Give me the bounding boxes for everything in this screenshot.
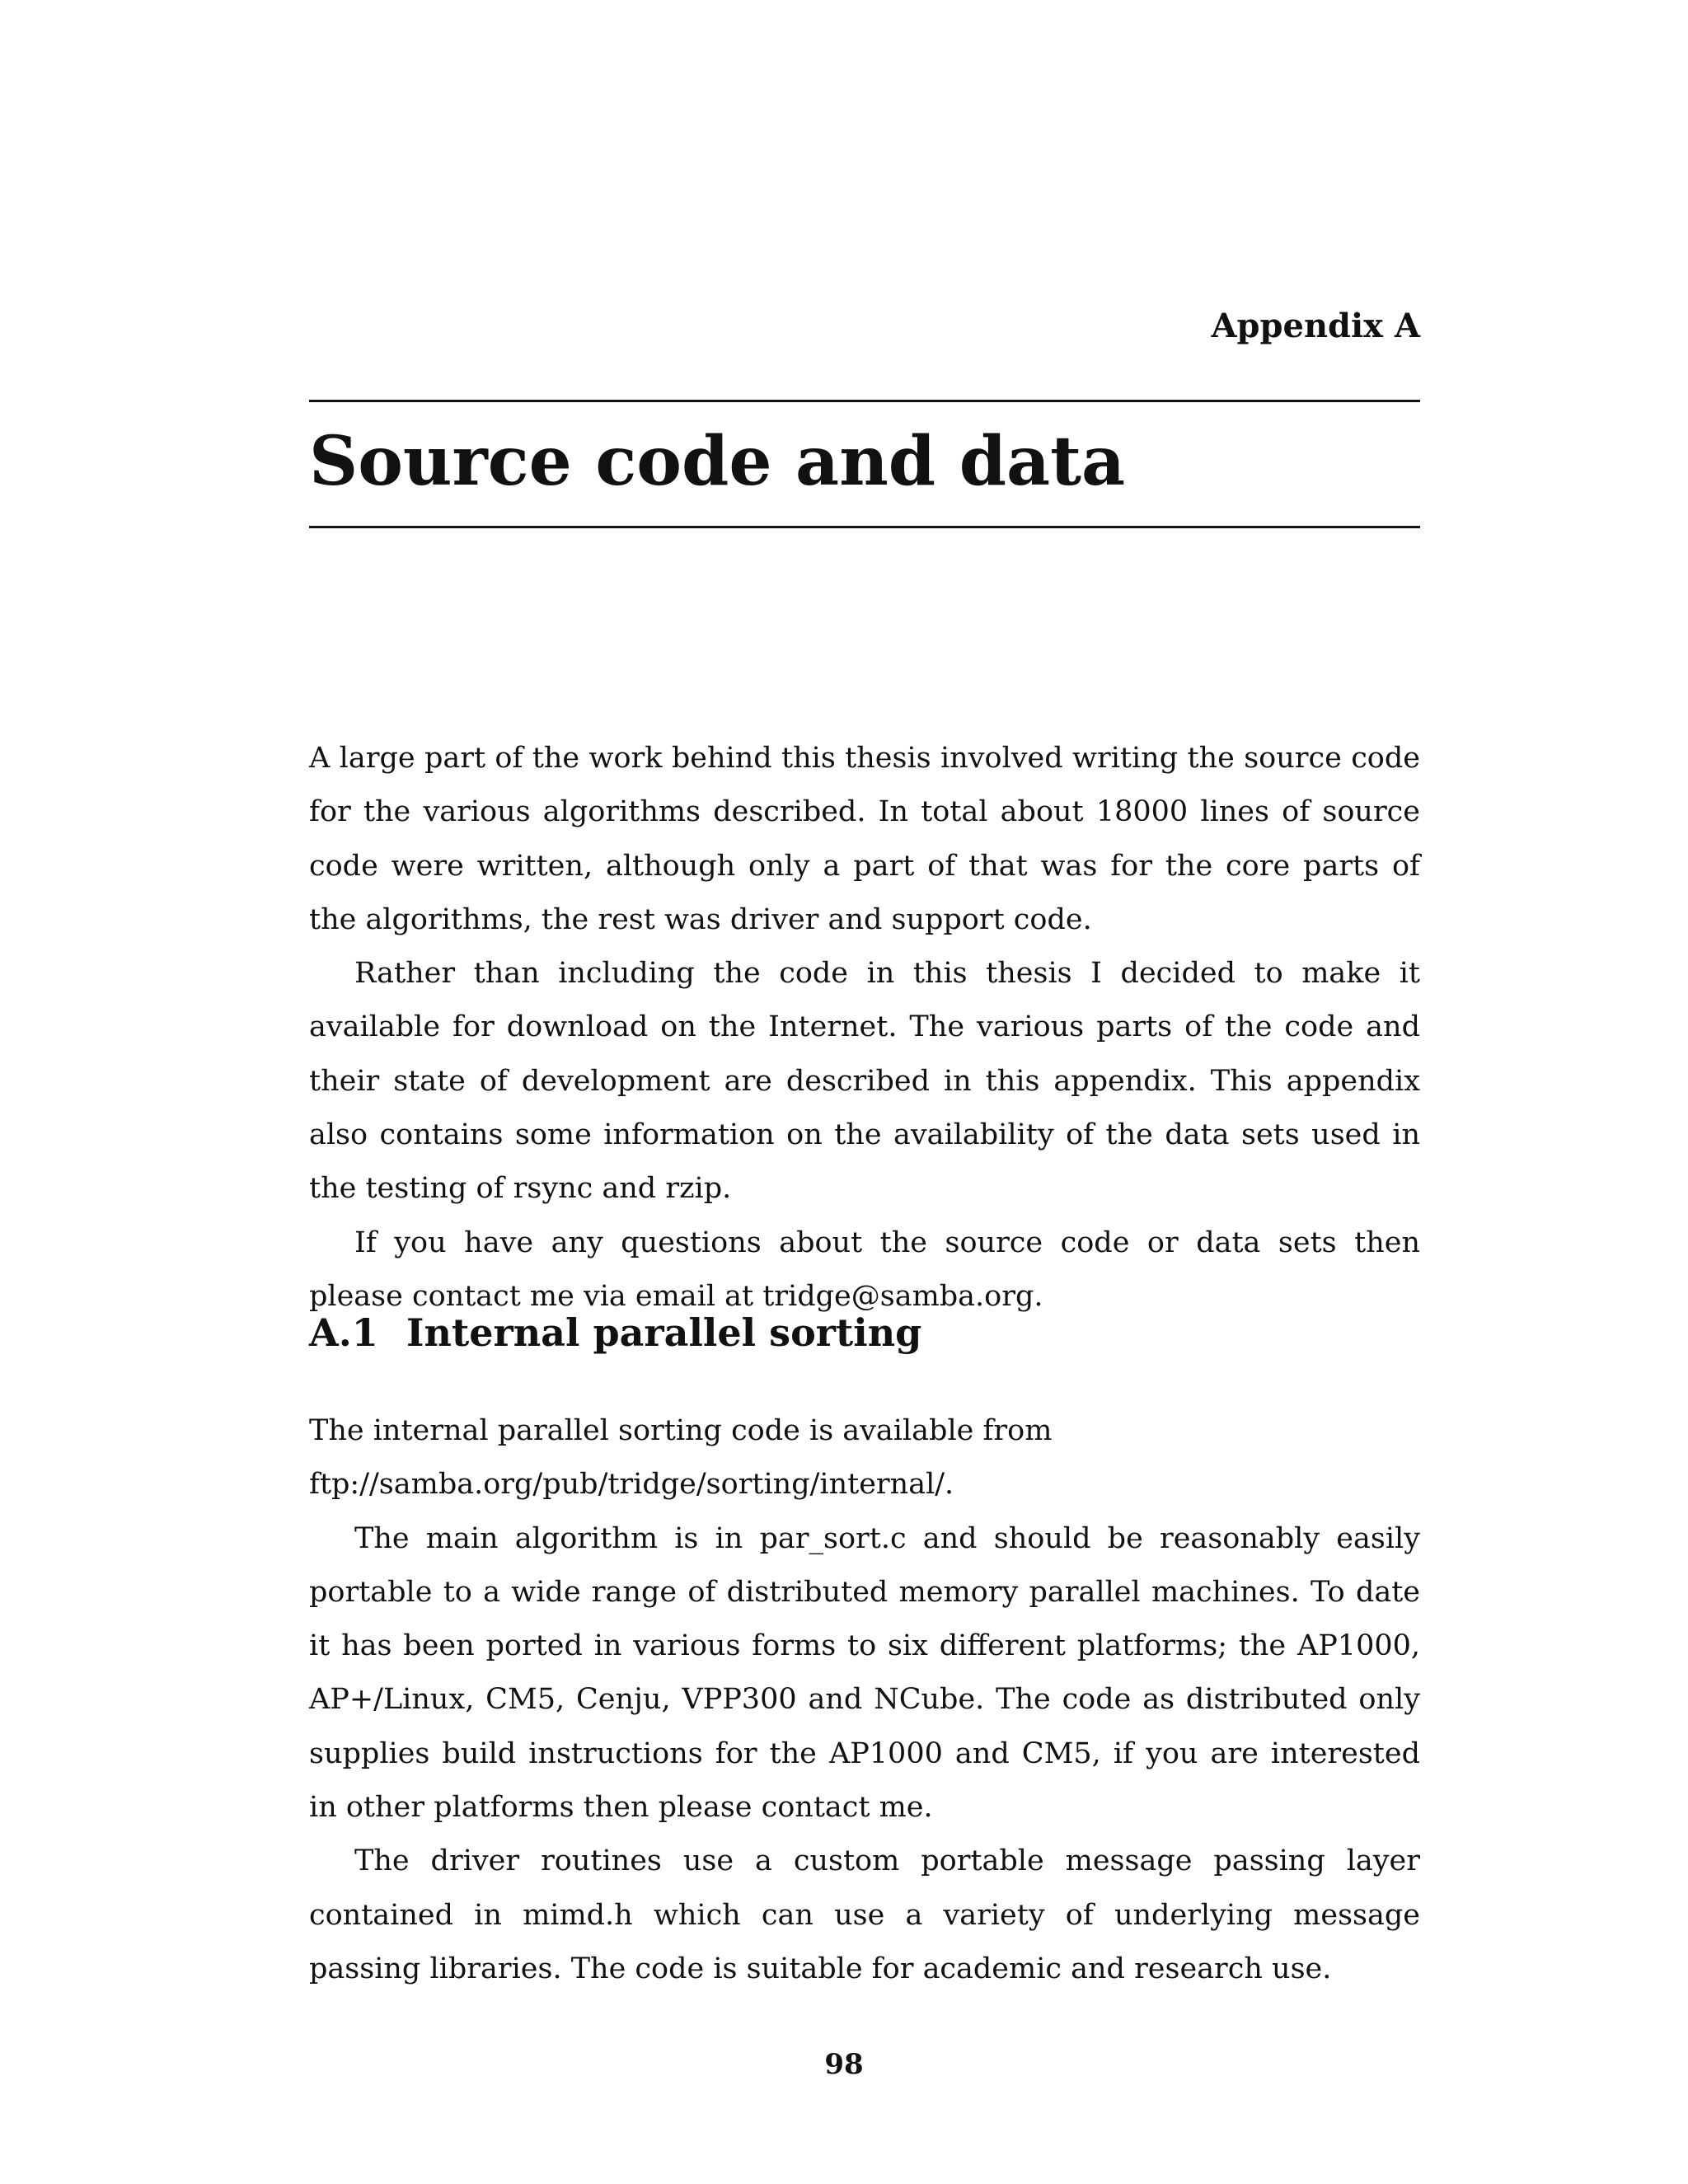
intro-paragraph-2: Rather than including the code in this thesis I decided to make it available for download on the Internet. The various parts of the code and their state of development are described in this appendix. This appendix also contains some information on the availability of the data sets used in the testing of rsync and rzip. (309, 957, 1420, 1206)
page-number: 98 (824, 2048, 864, 2081)
appendix-label: Appendix A (1211, 307, 1420, 345)
section-heading-a1 (309, 1310, 921, 1355)
section-paragraph-1: The main algorithm is in par_sort.c and should be reasonably easily portable to a wide range of distributed memory parallel machines. To date it has been ported in various forms to six different platforms; the AP1000, AP+/Linux, CM5, Cenju, VPP300 and NCube. The code as distributed only supplies build instructions for the AP1000 and CM5, if you are interested in other platforms then please contact me. (309, 1521, 1420, 1825)
intro-text (309, 732, 1420, 1324)
ftp-url: ftp://samba.org/pub/tridge/sorting/internal/. (309, 1468, 954, 1502)
section-title: Internal parallel sorting (406, 1310, 922, 1355)
section-lead: The internal parallel sorting code is available from (309, 1414, 1053, 1447)
title-rule-top (309, 400, 1420, 402)
section-number: A.1 (309, 1310, 378, 1355)
title-rule-bottom (309, 526, 1420, 528)
section-a1-text (309, 1404, 1420, 1996)
intro-paragraph-1: A large part of the work behind this thesis involved writing the source code for the various algorithms described. In total about 18000 lines of source code were written, although only a part of that was for the core parts of the algorithms, the rest was driver and support code. (309, 742, 1420, 936)
section-paragraph-2: The driver routines use a custom portable message passing layer contained in mimd.h which can use a variety of underlying message passing libraries. The code is suitable for academic and research use. (309, 1844, 1420, 1985)
intro-paragraph-3: If you have any questions about the source code or data sets then please contact me via email at tridge@samba.org. (309, 1226, 1420, 1313)
chapter-title: Source code and data (309, 422, 1126, 501)
